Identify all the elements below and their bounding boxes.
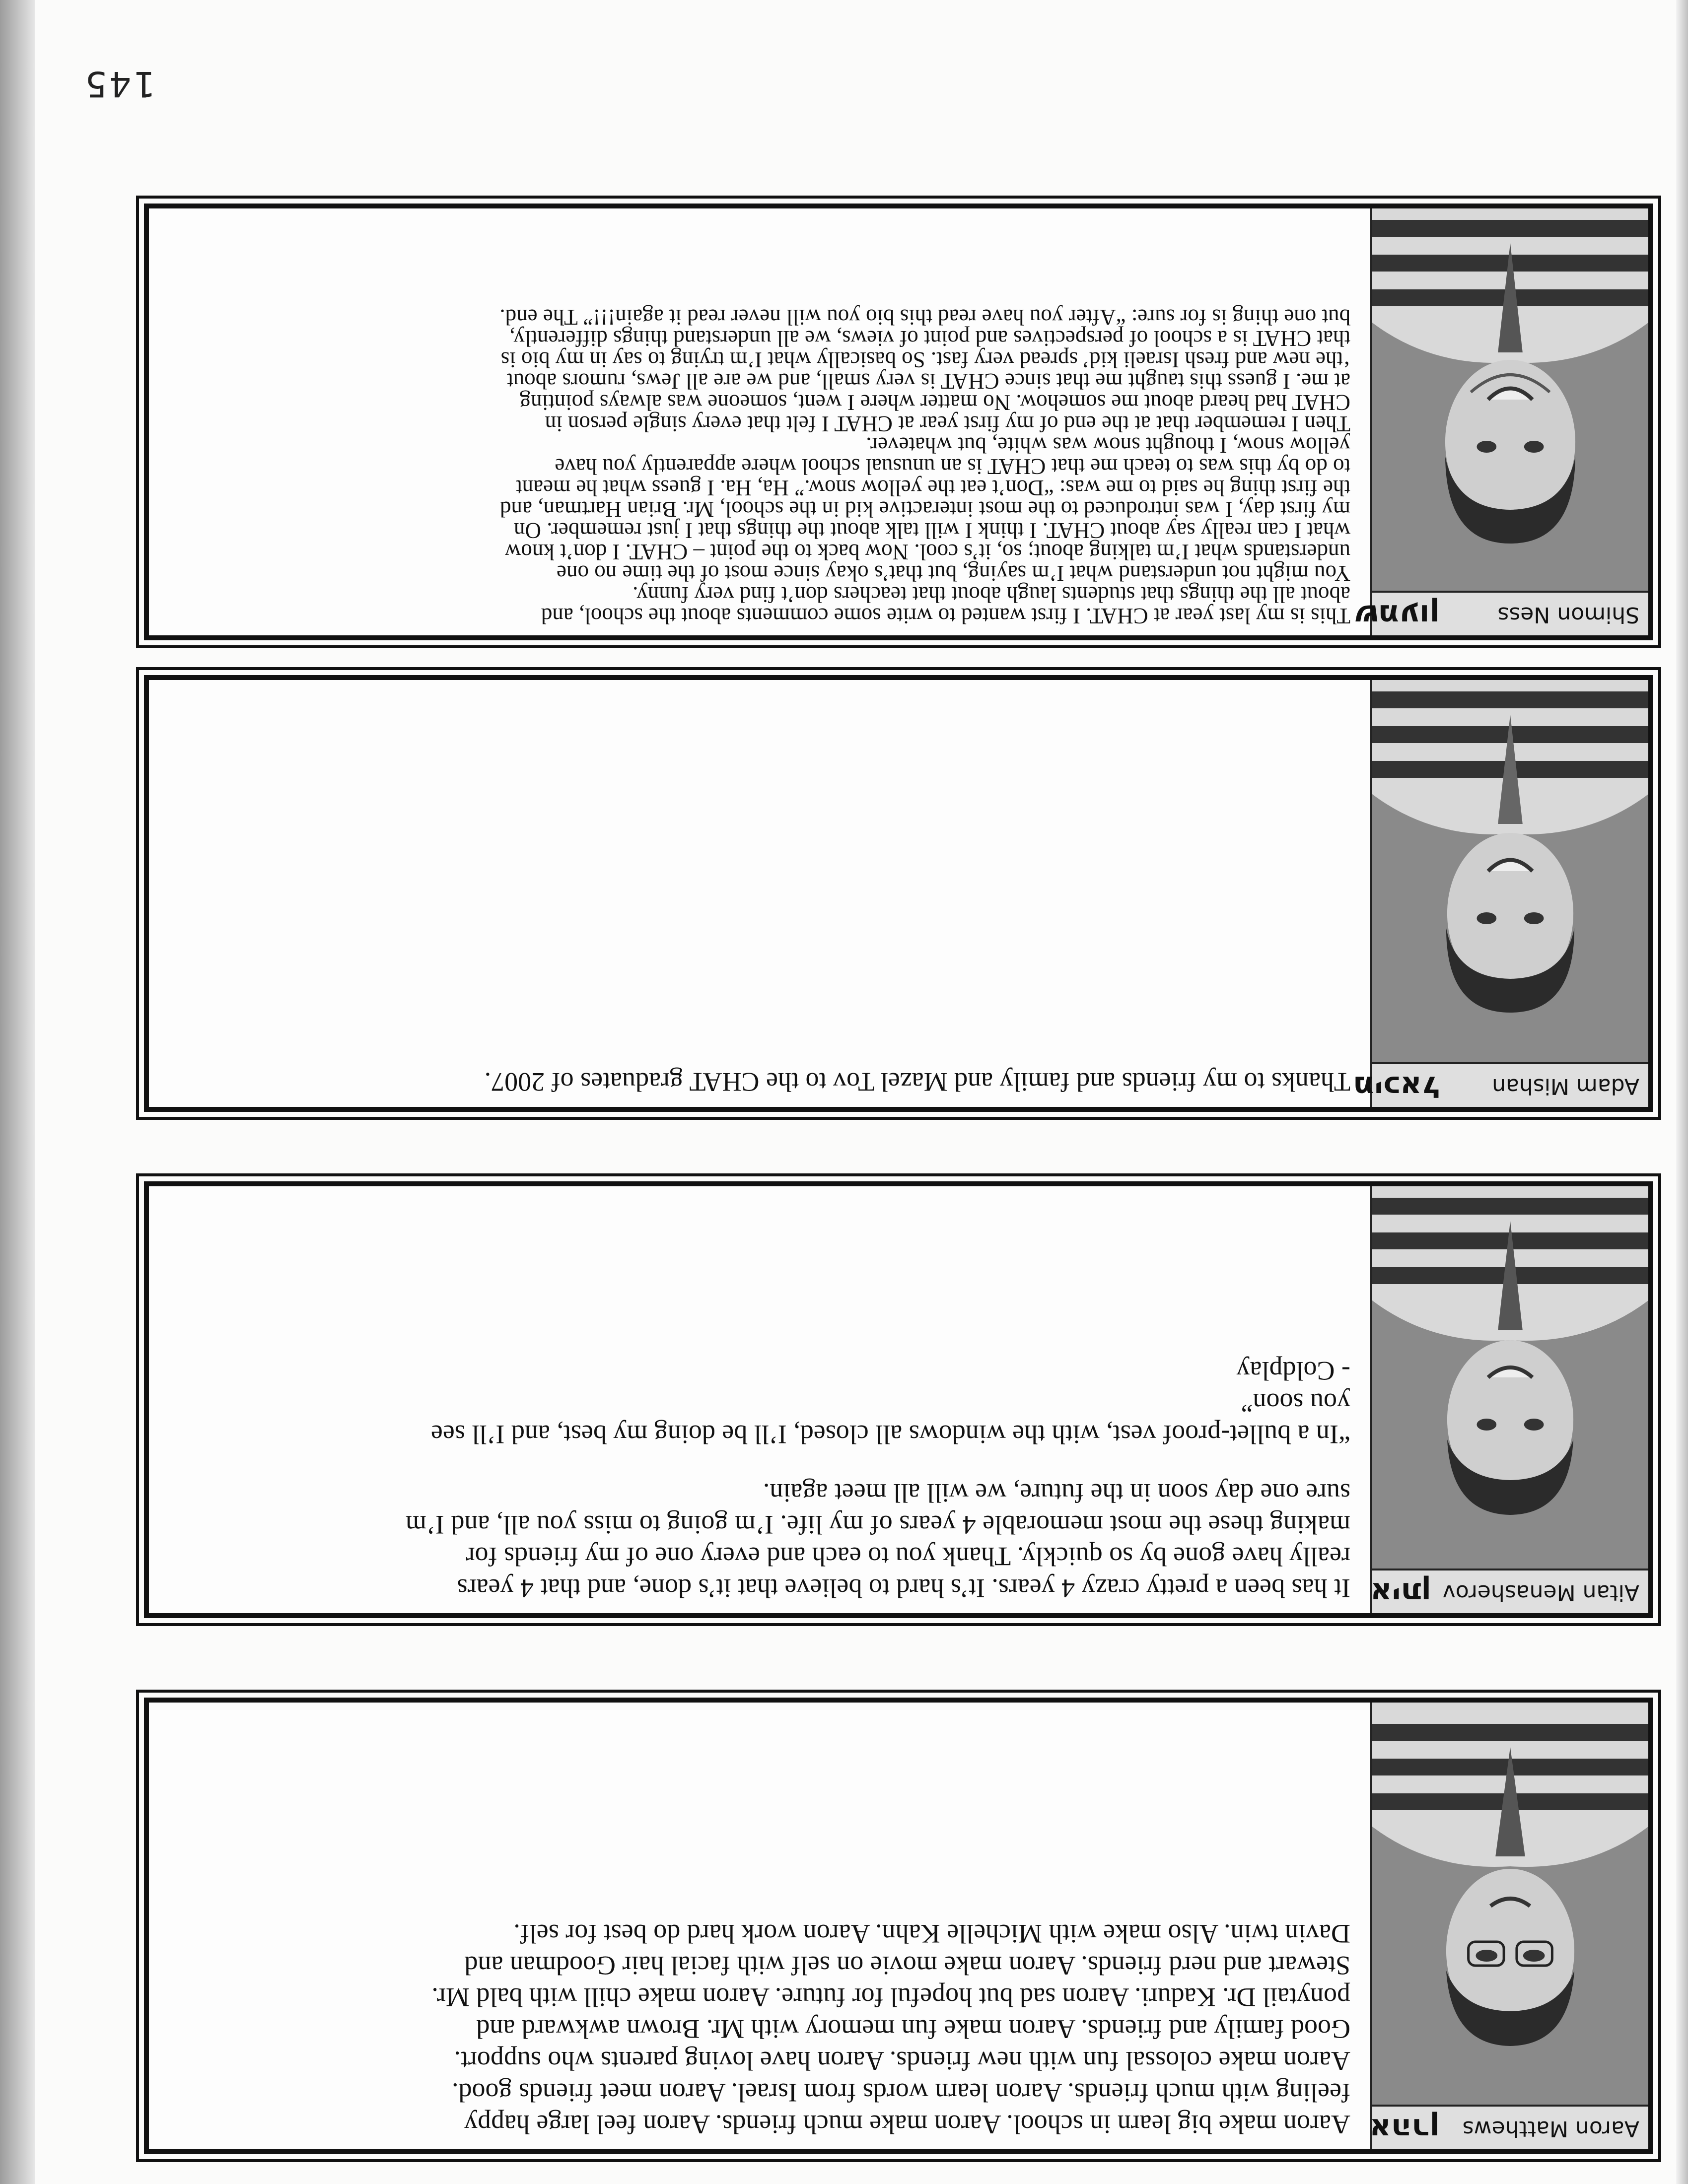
profile-card-shimon — [144, 204, 1653, 640]
page-number: 145 — [83, 64, 155, 104]
student-portrait-photo — [1370, 1703, 1648, 2105]
hebrew-name: אהרן — [1369, 2112, 1440, 2146]
hebrew-name: שמעון — [1355, 598, 1440, 632]
bio-quote: “In a bullet-proof vest, with the windows all closed, I’ll be doing my best, and I’ll see you soon” - Coldplay — [430, 1356, 1350, 1449]
biography-text — [159, 1328, 1350, 1604]
student-portrait-photo — [1370, 208, 1648, 591]
scan-shadow-left — [1676, 0, 1688, 2184]
student-portrait-photo — [1370, 1186, 1648, 1569]
portrait-figure — [1372, 1703, 1648, 2105]
profile-card-aaron — [144, 1698, 1653, 2154]
english-name: Aitan Menasherov — [1442, 1580, 1639, 1605]
bio-paragraph: Thanks to my friends and family and Mazel Tov to the CHAT graduates of 2007. — [484, 1067, 1350, 1097]
student-portrait-photo — [1370, 680, 1648, 1062]
biography-text — [159, 279, 1350, 626]
hebrew-name: מיכאל — [1352, 1069, 1440, 1104]
profile-card-adam — [144, 675, 1653, 1112]
english-name: Aaron Matthews — [1462, 2116, 1639, 2141]
english-name: Shimon Ness — [1497, 602, 1639, 627]
name-header — [1355, 591, 1648, 635]
portrait-figure — [1372, 680, 1648, 1062]
english-name: Adam Mishan — [1492, 1074, 1639, 1099]
hebrew-name: איתן — [1370, 1575, 1431, 1610]
bio-paragraph: It has been a pretty crazy 4 years. It’s hard to believe that it’s done, and that 4 years really have gone by so quickly. Thank you to each and every one of my friends for making these the most memorable 4 years of my life. I’m going to miss you all, and I’m sure one day soon in the future, we will all meet again. — [405, 1478, 1350, 1603]
name-header — [1352, 1062, 1648, 1107]
name-header — [1370, 2105, 1648, 2149]
biography-text — [159, 1039, 1350, 1098]
biography-text — [159, 1891, 1350, 2140]
profile-card-aitan — [144, 1181, 1653, 1618]
portrait-figure — [1372, 1186, 1648, 1569]
portrait-figure — [1372, 208, 1648, 591]
bio-paragraph: Aaron make big learn in school. Aaron make much friends. Aaron feel large happy feeling with much friends. Aaron learn words from Israel. Aaron meet friends good. Aaron make colossal fun with new friends. Aaron have loving parents who support. Good family and friends. Aaron make fun memory with Mr. Brown awkward and ponytail Dr. Kaduri. Aaron sad but hopeful for future. Aaron make chill with bald Mr. Stewart and nerd friends. Aaron make movie on self with facial hair Goodman and Davin twin. Also make with Michelle Kahn. Aaron work hard do best for self. — [431, 1919, 1350, 2139]
name-header — [1370, 1569, 1648, 1613]
bio-paragraph: This is my last year at CHAT. I first wanted to write some comments about the school, and about all the things that students laugh about that teachers don’t find very funny. You might not understand what I’m saying, but that’s okay since most of the time no one understands what I’m talking about; so, it’s cool. Now back to the point – CHAT. I don’t know what I can really say about CHAT. I think I will talk about the things that I just remember. On my first day, I was introduced to the most interactive kid in the school, Mr. Brian Hartman, and the first thing he said to me was: “Don’t eat the yellow snow.” Ha, Ha. I guess what he meant to do by this was to teach me that CHAT is an unusual school where apparently you have yellow snow, I thought snow was white, but whatever. Then I remember that at the end of my first year at CHAT I felt that every single person in CHAT had heard about me somehow. No matter where I went, someone was always pointing at me. I guess this taught me that since CHAT is very small, and we are all Jews, rumors about ‘the new and fresh Israeli kid’ spread very fast. So basically what I’m trying to say in my bio is that CHAT is a school of perspectives and point of views, we all understand things differently, but one thing is for sure: “After you have read this bio you will never read it again!!!” The end. — [499, 305, 1350, 628]
scan-shadow-right — [0, 0, 35, 2184]
